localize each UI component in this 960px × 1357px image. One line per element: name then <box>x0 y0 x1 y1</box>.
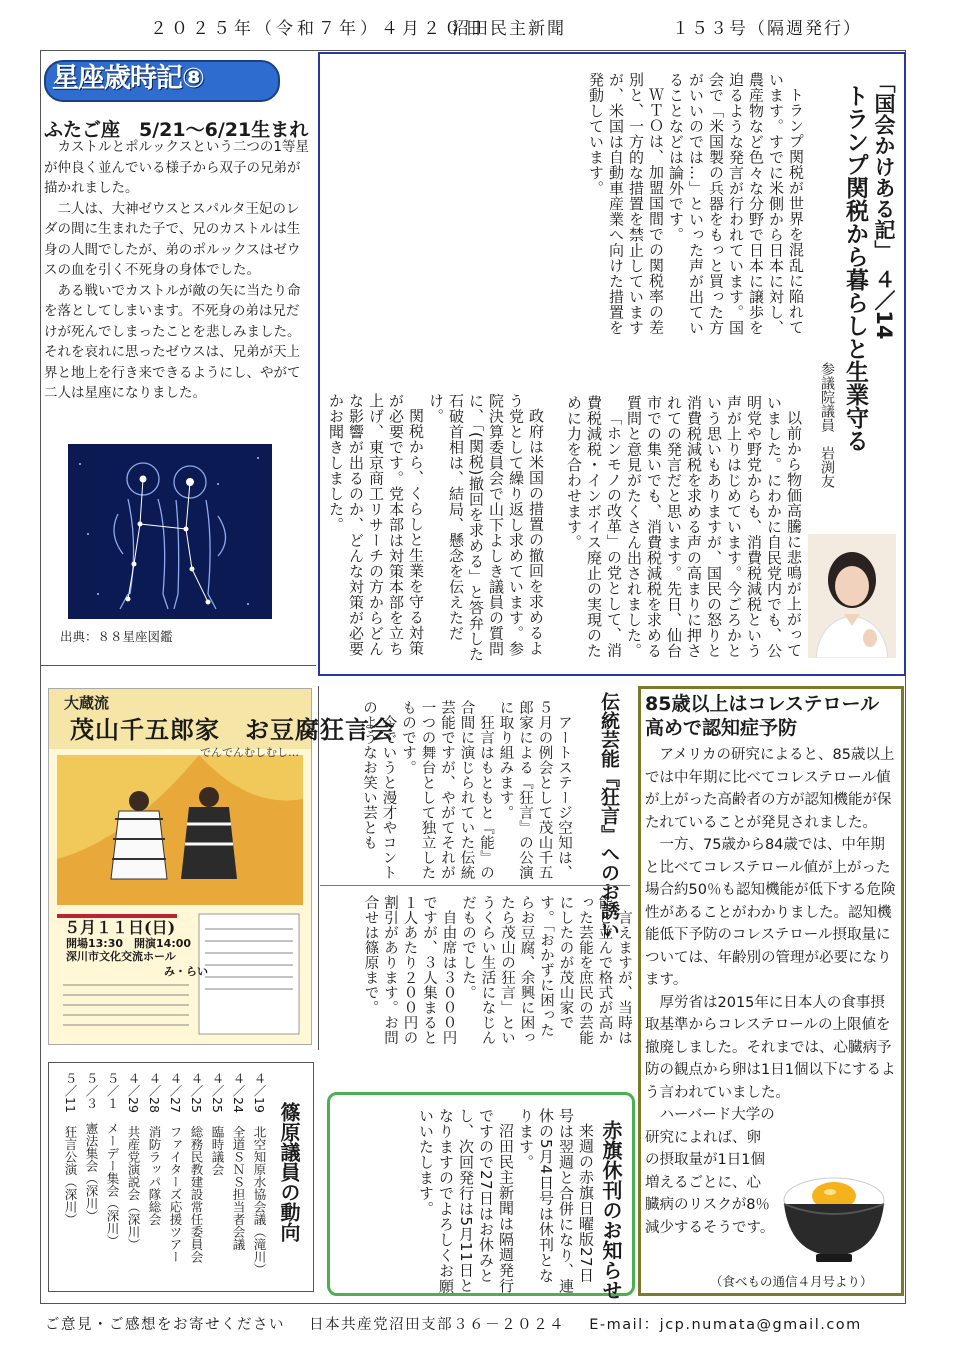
schedule-item: ４／29 共産党演説会（深川） <box>126 1072 141 1251</box>
schedule-item: ４／25 臨時議会 <box>210 1072 225 1176</box>
cholesterol-title: 85歳以上はコレステロール高めで認知症予防 <box>645 693 880 739</box>
cholesterol-source: （食べもの通信４月号より） <box>710 1274 873 1289</box>
footer-contact-text: 日本共産党沼田支部３６－２０２４ <box>309 1317 566 1333</box>
flyer-date: ５月１１日(日) <box>64 918 176 937</box>
zodiac-paragraph: ある戦いでカストルが敵の矢に当たり命を落としてしまいます。不死身の弟は兄だけが死んでしまったことを悲しみました。それを哀れに思ったゼウスは、兄弟が天上界と地上を行き来できるようにし、やがて二人は星座になりました。 <box>44 282 301 401</box>
zodiac-image-credit: 出典：８８星座図鑑 <box>60 629 173 644</box>
kyogen-article-title: 伝統芸能『狂言』へのお誘い <box>598 692 620 939</box>
kyogen-column-2 <box>328 895 633 1050</box>
schedule-item: ４／28 消防ラッパ隊総会 <box>147 1072 162 1226</box>
schedule-item: ４／27 ファイターズ応援ツアー <box>168 1072 183 1263</box>
flyer-time: 開場13:30 開演14:00 <box>66 937 192 950</box>
footer-feedback-text: ご意見・ご感想をお寄せください <box>45 1317 285 1333</box>
article-column-3 <box>562 395 804 663</box>
notice-body <box>344 1108 596 1294</box>
article-paragraph: 政府は米国の措置の撤回を求めるよう党として繰り返し求めています。参院決算委員会で山下よしき議員の質問に、「(関税)撤回を求める」と答弁した石破首相は、結局、懸念を伝えただけ。 <box>427 393 545 662</box>
zodiac-paragraph: 二人は、大神ゼウスとスパルタ王妃のレダの間に生まれた子で、兄のカストルは生身の人間でしたが、弟のポルックスはゼウスの血を引く不死身の身体でした。 <box>44 200 301 278</box>
notice-title: 赤旗休刊のお知らせ <box>599 1120 623 1300</box>
kyogen-paragraph: アートステージ空知は、５月の例会として茂山千五郎家による『狂言』の公演に取り組みます。 <box>497 700 572 880</box>
schedule-title: 篠原議員の動向 <box>277 1102 301 1242</box>
zodiac-title: 星座歳時記⑧ <box>52 63 204 94</box>
notice-paragraph: 沼田民主新聞は隔週発行ですので27日はお休みとし、次回発行は5月11日となりますのでよろしくお願いいたします。 <box>417 1108 515 1294</box>
flyer-venue: 深川市文化交流ホール <box>66 950 176 963</box>
zodiac-body <box>44 137 312 404</box>
article-paragraph: トランプ関税が世界を混乱に陥れています。すでに米側から日本に対し、農産物など色々な分野で日本に譲歩を迫るような発言が行われています。国会で「米国製の兵器をもっと買った方がいいのでは…」といった声が出ていることなどは論外です。 <box>667 72 805 336</box>
article-byline: 参議院議員 岩渕友 <box>819 362 835 488</box>
zodiac-paragraph: カストルとポルックスという二つの1等星が仲良く並んでいる様子から双子の兄弟が描かれました。 <box>44 139 309 196</box>
cholesterol-paragraph: 厚労省は2015年に日本人の食事摂取基準からコレステロールの上限値を撤廃しました。それまでは、心臓病予防の観点から卵は1日1個以下にするよう言われていました。 <box>645 994 896 1101</box>
footer-email[interactable]: E-mail：jcp.numata@gmail.com <box>589 1317 862 1333</box>
schedule-item: ５／11 狂言公演（深川） <box>63 1072 78 1226</box>
flyer-title: 茂山千五郎家 お豆腐狂言会 <box>70 715 395 744</box>
section-divider <box>40 665 316 666</box>
flyer-subtitle: でんでんむしむし… <box>200 746 299 759</box>
flyer-venue-name: み・らい <box>164 965 208 978</box>
notice-paragraph: 来週の赤旗日曜版27日号は翌週と合併になり、連休の5月4日号は休刊となります。 <box>517 1108 595 1294</box>
cholesterol-paragraph: アメリカの研究によると、85歳以上では中年期に比べてコレステロール値が上がった高齢者の方が認知機能が保たれていることが発見されました。 <box>645 747 895 831</box>
kyogen-paragraph: 言えますが、当時は能と並んで格式が高かった芸能を庶民の芸能にしたのが茂山家です。「おかずに困ったらお豆腐、余興に困ったら茂山の狂言」というくらい生活になじんだものでした。 <box>460 895 632 1045</box>
schedule-item: ４／19 北空知原水協会議（滝川） <box>252 1072 267 1276</box>
schedule-item: ５／１ メーデー集会（深川） <box>105 1072 120 1247</box>
kyogen-column-1 <box>328 700 573 880</box>
flyer-brand: 大蔵流 <box>64 694 110 712</box>
article-column-1 <box>336 72 806 342</box>
article-paragraph: ＷＴＯは、加盟国間での関税率の差別と、一方的な措置を禁止していますが、米国は自動車産業へ向けた措置を発動しています。 <box>587 72 665 336</box>
article-paragraph: 関税から、くらしと生業を守る対策が必要です。党本部は対策本部を立ち上げ、東京商工リサーチの方からどんな影響が出るのか、どんな対策が必要かお聞きしました。 <box>327 393 425 657</box>
footer <box>45 1313 880 1334</box>
kyogen-paragraph: 自由席は３０００円ですが、３人集まると１人あたり２００円の割引があります。お問合せは篠原まで。 <box>362 895 457 1045</box>
newspaper-name: 沼田民主新聞 <box>452 19 566 39</box>
zodiac-heading: ふたご座 5/21～6/21生まれ <box>44 119 309 141</box>
column-divider <box>318 686 319 1050</box>
schedule-item: ４／25 総務民教建設常任委員会 <box>189 1072 204 1263</box>
article-column-2 <box>327 393 546 663</box>
schedule-item: ５／３ 憲法集会（深川） <box>84 1072 99 1222</box>
issue-date: ２０２５年（令和７年）４月２０日 <box>150 19 486 39</box>
issue-number: １５３号（隔週発行） <box>672 19 862 39</box>
section-divider <box>320 885 630 886</box>
article-title: トランプ関税から暮らしと生業守る <box>842 84 868 452</box>
article-paragraph: 「ホンモノの改革」の党として、消費税減税・インボイス廃止の実現のために力を合わせます。 <box>565 395 623 659</box>
author-photo <box>808 534 896 658</box>
kyogen-paragraph: 今でいうと漫才やコントのようなお笑い芸とも <box>361 700 397 880</box>
article-paragraph: 以前から物価高騰に悲鳴が上がっていました。にわかに自民党内でも、公明党や野党からも、消費税減税という声が上りはじめています。今ごろかという思いもありますが、国民の怒りと消費税減税を求める声の高まりに押されての発言だと思います。先日、仙台市での集いでも、消費税減税を求める質問と意見がたくさん出されました。 <box>625 395 803 659</box>
egg-rice-bowl-image <box>780 1164 888 1264</box>
cholesterol-paragraph: 一方、75歳から84歳では、中年期と比べてコレステロール値が上がった場合約50％も認知機能が低下する危険性があることがわかりました。認知機能低下予防のコレステロール摂取量については、年齢別の管理が必要になります。 <box>645 837 896 988</box>
gemini-constellation-image <box>68 444 272 619</box>
cholesterol-paragraph: ハーバード大学の研究によれば、卵の摂取量が1日1個増えるごとに、心臓病のリスクが8％減少するそうです。 <box>645 1107 775 1236</box>
kyogen-paragraph: 狂言はもともと『能』の合間に演じられていた伝統芸能ですが、やがてそれが一つの舞台として独立したものです。 <box>400 700 494 880</box>
schedule-item: ４／24 全道ＳＮＳ担当者会議 <box>231 1072 246 1251</box>
article-kicker: 「国会かけある記」 ４／14 <box>872 72 896 340</box>
